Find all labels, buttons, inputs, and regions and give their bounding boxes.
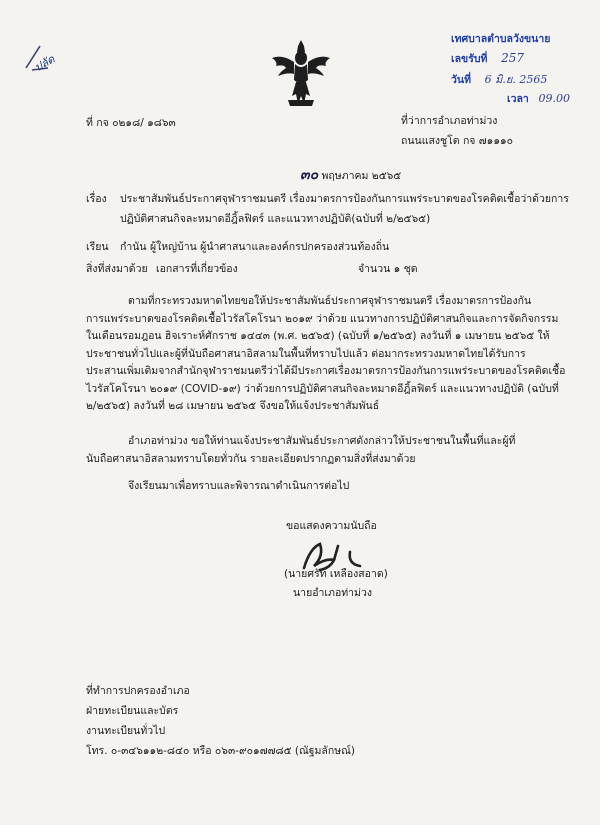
footer-phone: โทร. ๐-๓๔๖๑๑๒-๘๔๐ หรือ ๐๖๓-๙๐๑๗๗๘๕ (ณัฐมลักษณ์)	[86, 745, 355, 757]
body-line: ประชาชนทั่วไปและผู้ที่นับถือศาสนาอิสลามในพื้นที่ทราบไปแล้ว ต่อมากระทรวงมหาดไทยได้รับการ	[86, 347, 526, 360]
date-day: ๓๐	[300, 167, 319, 183]
stamp-org: เทศบาลตำบลวังขนาย	[451, 33, 551, 45]
body-paragraph-3	[86, 478, 536, 496]
subject-line-2: ปฏิบัติศาสนกิจละหมาดอีฎิ้ลฟิตร์ และแนวทางปฏิบัติ(ฉบับที่ ๒/๒๕๖๕)	[120, 213, 431, 225]
body-paragraph-2	[86, 433, 536, 468]
margin-note: ปลัด	[32, 52, 57, 75]
doc-number: ที่ กจ ๐๒๑๘/ ๑๘๖๓	[86, 117, 176, 129]
office-address: ถนนแสงชูโต กจ ๗๑๑๑๐	[401, 135, 514, 147]
body-line: จึงเรียนมาเพื่อทราบและพิจารณาดำเนินการต่อไป	[128, 480, 350, 492]
signer-title: นายอำเภอท่าม่วง	[293, 587, 373, 599]
body-line: ตามที่กระทรวงมหาดไทยขอให้ประชาสัมพันธ์ประกาศจุฬาราชมนตรี เรื่องมาตรการป้องกัน	[128, 295, 532, 307]
stamp-date-label: วันที่	[451, 74, 471, 86]
stamp-time-value: 09.00	[538, 92, 570, 105]
stamp-time-label: เวลา	[507, 93, 529, 105]
signer-name: (นายศรัท เหลืองสอาด)	[284, 568, 388, 580]
body-line: ๒/๒๕๖๕) ลงวันที่ ๒๘ เมษายน ๒๕๖๕ จึงขอให้แจ้งประชาสัมพันธ์	[86, 400, 380, 412]
body-line: ประสานเพิ่มเติมจากสำนักจุฬาราชมนตรีว่าได้มีประกาศเรื่องมาตรการป้องกันการแพร่ระบาดของโรคติดเชื้อ	[86, 365, 566, 377]
footer-unit: งานทะเบียนทั่วไป	[86, 725, 166, 737]
date-month-year: พฤษภาคม ๒๕๖๕	[321, 170, 402, 182]
enclosure-qty: จำนวน ๑ ชุด	[358, 263, 418, 275]
enclosure: เอกสารที่เกี่ยวข้อง	[156, 263, 238, 275]
recipient: กำนัน ผู้ใหญ่บ้าน ผู้นำศาสนาและองค์กรปกครองส่วนท้องถิ่น	[120, 241, 390, 253]
subject-line-1: ประชาสัมพันธ์ประกาศจุฬาราชมนตรี เรื่องมาตรการป้องกันการแพร่ระบาดของโรคติดเชื้อว่าด้วยการ	[120, 193, 569, 205]
receiving-stamp	[451, 30, 569, 130]
letter-date	[300, 164, 401, 186]
footer-division: ฝ่ายทะเบียนและบัตร	[86, 705, 179, 717]
body-line: นับถือศาสนาอิสลามทราบโดยทั่วกัน รายละเอียดปรากฏตามสิ่งที่ส่งมาด้วย	[86, 452, 416, 465]
body-line: การแพร่ระบาดของโรคติดเชื้อไวรัสโคโรนา ๒๐๑๙ ว่าด้วย แนวทางการปฏิบัติศาสนกิจและการจัดกิจกรรม	[86, 312, 559, 325]
subject-label: เรื่อง	[86, 193, 107, 205]
stamp-received-label: เลขรับที่	[451, 53, 488, 65]
closing: ขอแสดงความนับถือ	[286, 520, 377, 532]
garuda-emblem	[268, 34, 334, 112]
body-paragraph-1	[86, 293, 566, 416]
footer-office: ที่ทำการปกครองอำเภอ	[86, 685, 190, 697]
stamp-received-value: 257	[501, 51, 524, 65]
office-name: ที่ว่าการอำเภอท่าม่วง	[401, 115, 498, 127]
body-line: ไวรัสโคโรนา ๒๐๑๙ (COVID-๑๙) ว่าด้วยการปฏิบัติศาสนกิจละหมาดอีฎิ้ลฟิตร์ และแนวทางปฏิบัติ (ฉบับที่	[86, 382, 559, 395]
body-line: อำเภอท่าม่วง ขอให้ท่านแจ้งประชาสัมพันธ์ประกาศดังกล่าวให้ประชาชนในพื้นที่และผู้ที่	[128, 435, 516, 447]
recipient-label: เรียน	[86, 241, 109, 253]
enclosure-label: สิ่งที่ส่งมาด้วย	[86, 263, 148, 275]
stamp-date-value: 6 มิ.ย. 2565	[484, 73, 548, 86]
body-line: ในเดือนรอมฎอน ฮิจเราะห์ศักราช ๑๔๔๓ (พ.ศ. ๒๕๖๕) (ฉบับที่ ๑/๒๕๖๕) ลงวันที่ ๑ เมษายน ๒๕๖๕ ให้	[86, 330, 550, 342]
